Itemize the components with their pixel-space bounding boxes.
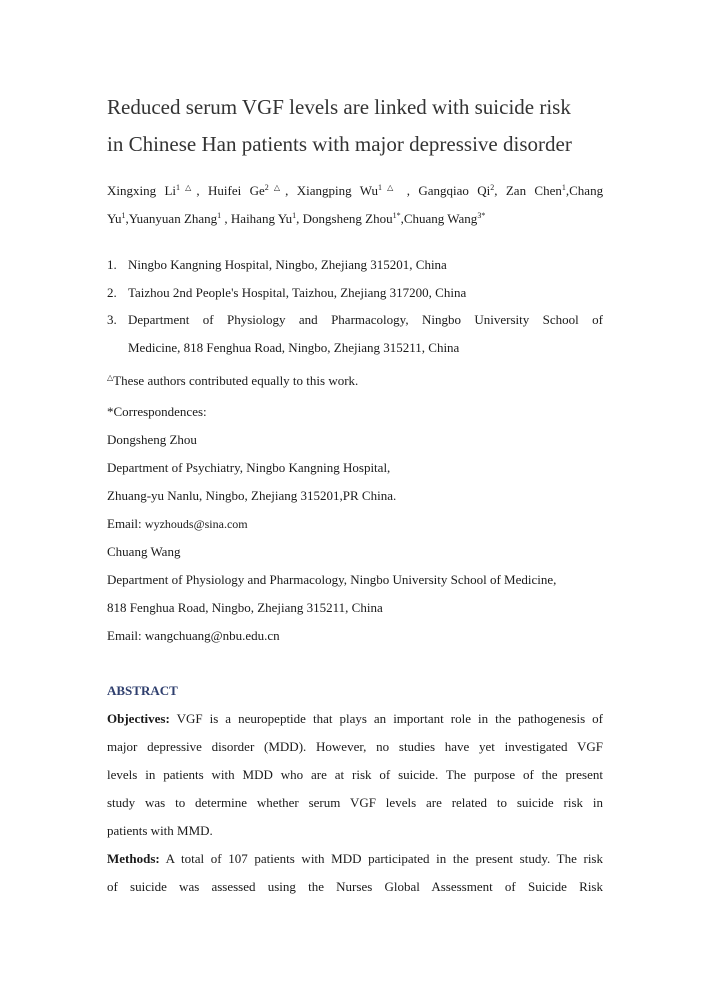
objectives-text: VGF is a neuropeptide that plays an important role in the pathogenesis of [169,711,603,726]
author-name: Huifei Ge [208,183,265,198]
methods-text: A total of 107 patients with MDD participated in the present study. The risk [159,851,603,866]
author-affiliation-mark: 1 [121,211,126,220]
correspondent-1-department: Department of Psychiatry, Ningbo Kangning Hospital, [107,460,391,475]
correspondent-2-email-line [107,627,603,645]
correspondent-2-address: 818 Fenghua Road, Ningbo, Zhejiang 315211, China [107,600,383,615]
email-label: Email: [107,628,145,643]
author-affiliation-mark: 2 [490,183,495,192]
author-name: Xiangping Wu [296,183,378,198]
affiliation-2 [107,284,603,302]
abstract-heading: ABSTRACT [107,683,178,698]
author-separator: ,Chang [565,183,604,198]
equal-contribution-mark: △ [107,373,114,382]
affiliation-number: 3. [107,312,117,327]
methods-line-2: of suicide was assessed using the Nurses Global Assessment of Suicide Risk [107,879,603,894]
equal-contribution-note [107,372,603,390]
author-affiliation-mark: 1* [392,211,401,220]
author-name: Dongsheng Zhou [302,211,393,226]
author-affiliation-mark: 1△ [378,183,399,192]
objectives-line-5: patients with MMD. [107,823,213,838]
author-separator: , [196,183,200,198]
author-name: Xingxing Li [107,183,177,198]
equal-contribution-text: These authors contributed equally to this work. [113,373,359,388]
paper-title-line-1: Reduced serum VGF levels are linked with suicide risk [107,95,571,119]
author-separator: , [285,183,289,198]
objectives-line-3: levels in patients with MDD who are at risk of suicide. The purpose of the present [107,767,603,782]
author-name: Gangqiao Qi [418,183,491,198]
affiliation-3-continued: Medicine, 818 Fenghua Road, Ningbo, Zhejiang 315211, China [128,340,460,355]
methods-label: Methods: [107,851,160,866]
author-affiliation-mark: 3* [477,211,486,220]
objectives-line-1 [107,710,603,728]
author-affiliation-mark: 1△ [176,183,197,192]
email-label: Email: [107,516,145,531]
author-name: Chuang Wang [403,211,478,226]
author-name: Yu [107,211,122,226]
correspondence-heading: *Correspondences: [107,404,207,419]
author-affiliation-mark: 1 [561,183,566,192]
author-name: Zan Chen [505,183,562,198]
author-separator: , [221,211,228,226]
author-separator: , [400,211,404,226]
correspondent-1-email-line [107,515,603,533]
author-list-line-2 [107,210,603,228]
author-name: Yuanyuan Zhang [128,211,218,226]
affiliation-text: Ningbo Kangning Hospital, Ningbo, Zhejiang 315201, China [128,257,447,272]
correspondent-1-email[interactable]: wyzhouds@sina.com [144,517,248,531]
objectives-line-4: study was to determine whether serum VGF levels are related to suicide risk in [107,795,603,810]
affiliation-3 [107,311,603,329]
author-list-line-1 [107,182,603,200]
affiliation-text: Taizhou 2nd People's Hospital, Taizhou, Zhejiang 317200, China [128,285,467,300]
author-separator: , [125,211,129,226]
affiliation-number: 2. [107,285,117,300]
correspondent-2-email[interactable]: wangchuang@nbu.edu.cn [144,628,280,643]
affiliation-number: 1. [107,257,117,272]
author-name: Haihang Yu [230,211,293,226]
affiliation-text: Department of Physiology and Pharmacology, Ningbo University School of [128,312,603,327]
correspondent-2-name: Chuang Wang [107,544,181,559]
affiliation-1 [107,256,603,274]
objectives-line-2: major depressive disorder (MDD). However, no studies have yet investigated VGF [107,739,603,754]
correspondent-2-department: Department of Physiology and Pharmacology, Ningbo University School of Medicine, [107,572,557,587]
correspondent-1-address: Zhuang-yu Nanlu, Ningbo, Zhejiang 315201,PR China. [107,488,397,503]
author-separator: , [296,211,300,226]
correspondent-1-name: Dongsheng Zhou [107,432,197,447]
author-affiliation-mark: 1 [217,211,222,220]
author-affiliation-mark: 2△ [264,183,286,192]
methods-line-1 [107,850,603,868]
paper-title-line-2: in Chinese Han patients with major depressive disorder [107,132,572,156]
objectives-label: Objectives: [107,711,170,726]
author-separator: , [398,183,410,198]
author-affiliation-mark: 1 [292,211,297,220]
author-separator: , [494,183,498,198]
